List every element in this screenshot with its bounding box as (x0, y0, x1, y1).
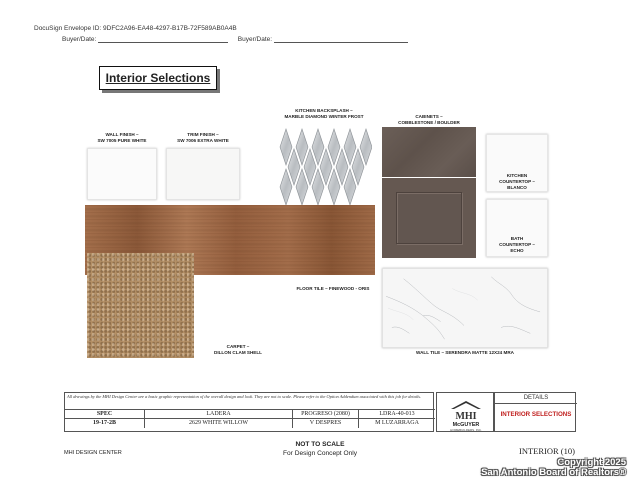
cabinets-caption: CABINETS – COBBLESTONE / BOULDER (398, 114, 460, 125)
logo-letters: MHI (455, 411, 477, 421)
table-row (65, 418, 435, 427)
trim-finish-swatch (166, 148, 240, 200)
table-cell: M LUZARRAGA (375, 420, 419, 426)
table-cell: LDRA-40-013 (379, 411, 415, 417)
details-value: INTERIOR SELECTIONS (500, 411, 572, 418)
buyer-date-line-1 (98, 35, 228, 43)
details-label: DETAILS (495, 393, 577, 404)
backsplash-caption: KITCHEN BACKSPLASH – MARBLE DIAMOND WINTER FROST (284, 108, 364, 119)
kitchen-countertop-caption: KITCHEN COUNTERTOP – BLANCO (499, 173, 535, 190)
table-cell: V DESPRES (293, 419, 359, 428)
not-to-scale-label: NOT TO SCALE (295, 441, 345, 448)
wall-tile-marble-swatch (382, 268, 548, 348)
docusign-envelope-id: DocuSign Envelope ID: 9DFC2A96-EA48-4297-B17B-72F589AB0A4B (34, 25, 237, 32)
design-center-label: MHI DESIGN CENTER (64, 450, 122, 456)
buyer-signature-lines (62, 35, 408, 43)
mhi-logo (436, 392, 494, 432)
wall-tile-caption: WALL TILE – SERENDRA MATTE 12X24 MRA (416, 350, 514, 355)
buyer-date-label-1: Buyer/Date: (62, 36, 97, 43)
table-cell: 19-17-2B (65, 419, 145, 428)
buyer-date-line-2 (274, 35, 408, 43)
logo-company-name: McGUYER (452, 422, 480, 428)
logo-company-subtitle: HOMEBUILDERS, INC. (450, 428, 482, 432)
wall-finish-swatch (87, 148, 157, 200)
table-cell: PROGRESO (2080) (293, 410, 359, 419)
page-number: INTERIOR (10) (519, 446, 575, 456)
table-cell: LADERA (145, 410, 293, 419)
disclaimer-note: All drawings by the MHI Design Center are a basic graphic representation of the overall design and look. They are not to scale. Please refer to the Option Addendum associated with this job for details. (67, 394, 422, 399)
table-cell: SPEC (65, 410, 145, 419)
trim-finish-caption: TRIM FINISH – SW 7006 EXTRA WHITE (177, 132, 229, 143)
wall-finish-caption: WALL FINISH – SW 7005 PURE WHITE (97, 132, 147, 143)
copyright-watermark: Copyright 2025 (557, 457, 626, 468)
details-box (494, 392, 576, 432)
bath-countertop-caption: BATH COUNTERTOP – ECHO (499, 236, 535, 253)
table-row (65, 409, 435, 418)
design-concept-label: For Design Concept Only (282, 450, 358, 457)
carpet-swatch (87, 253, 194, 358)
cabinet-wood-sample (382, 127, 476, 177)
logo-roof-icon (451, 401, 481, 421)
page-title: Interior Selections (99, 66, 217, 90)
backsplash-diamond-tile (276, 127, 372, 207)
carpet-caption: CARPET – DILLON CLAM SHELL (214, 344, 262, 355)
floor-tile-caption: FLOOR TILE – FINEWOOD - ORIS (296, 286, 370, 291)
table-cell: 2629 WHITE WILLOW (145, 419, 293, 428)
buyer-date-label-2: Buyer/Date: (237, 36, 273, 43)
cabinet-door-panel (396, 192, 462, 244)
cabinet-door-sample (382, 178, 476, 258)
project-info-table (64, 392, 434, 432)
realtors-watermark: San Antonio Board of Realtors® (481, 467, 626, 478)
